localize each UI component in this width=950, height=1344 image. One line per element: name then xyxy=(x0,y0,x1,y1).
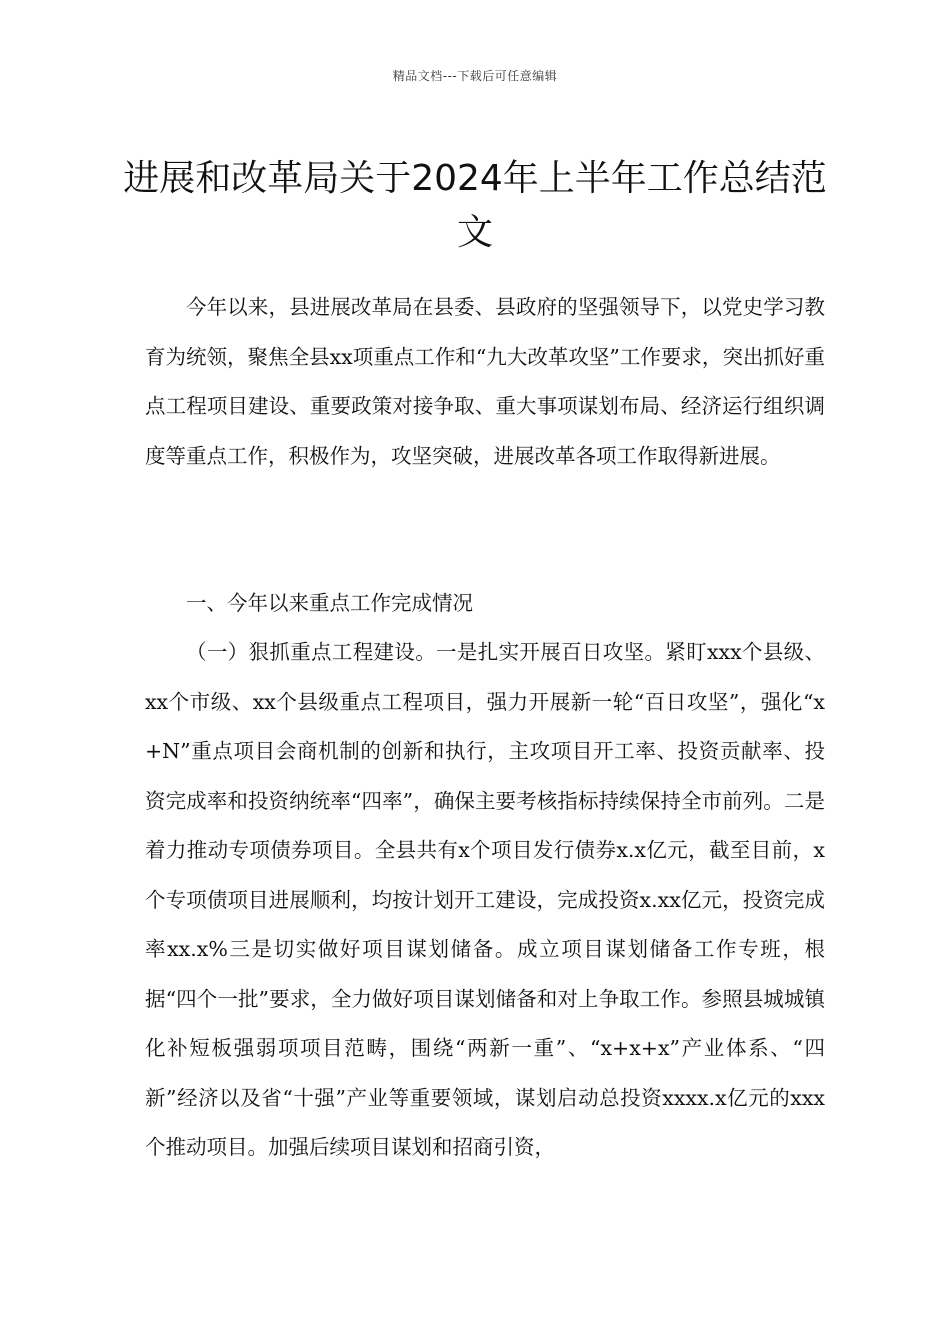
header-note: 精品文档---下载后可任意编辑 xyxy=(392,69,558,83)
intro-paragraph: 今年以来，县进展改革局在县委、县政府的坚强领导下，以党史学习教育为统领，聚焦全县xx项重点工作和“九大改革攻坚”工作要求，突出抓好重点工程项目建设、重要政策对接争取、重大事项谋划布局、经济运行组织调度等重点工作，积极作为，攻坚突破，进展改革各项工作取得新进展。 xyxy=(145,295,825,468)
section-heading: 一、今年以来重点工作完成情况 xyxy=(186,591,473,615)
document-title: 进展和改革局关于2024年上半年工作总结范文 xyxy=(123,158,827,254)
section-paragraph-block xyxy=(145,628,825,1173)
section-paragraph: （一）狠抓重点工程建设。一是扎实开展百日攻坚。紧盯xxx个县级、xx个市级、xx个县级重点工程项目，强力开展新一轮“百日攻坚”，强化“x+N”重点项目会商机制的创新和执行，主攻项目开工率、投资贡献率、投资完成率和投资纳统率“四率”，确保主要考核指标持续保持全市前列。二是着力推动专项债券项目。全县共有x个项目发行债券x.x亿元，截至目前，x个专项债项目进展顺利，均按计划开工建设，完成投资x.xx亿元，投资完成率xx.x%三是切实做好项目谋划储备。成立项目谋划储备工作专班，根据“四个一批”要求，全力做好项目谋划储备和对上争取工作。参照县城城镇化补短板强弱项项目范畴，围绕“两新一重”、“x+x+x”产业体系、“四新”经济以及省“十强”产业等重要领域，谋划启动总投资xxxx.x亿元的xxx个推动项目。加强后续项目谋划和招商引资， xyxy=(145,640,825,1159)
intro-block xyxy=(145,283,825,481)
section-heading-block xyxy=(145,579,825,629)
